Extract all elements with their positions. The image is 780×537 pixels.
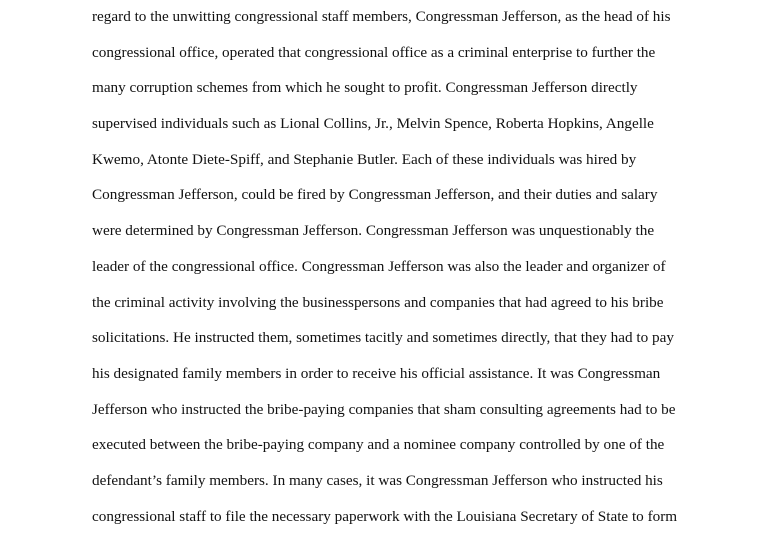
text-line: leader of the congressional office. Congressman Jefferson was also the leader and organizer of: [92, 257, 666, 275]
text-line: supervised individuals such as Lional Collins, Jr., Melvin Spence, Roberta Hopkins, Angelle: [92, 115, 654, 133]
text-line: congressional staff to file the necessary paperwork with the Louisiana Secretary of State to form: [92, 507, 678, 525]
text-line: congressional office, operated that congressional office as a criminal enterprise to further the: [92, 43, 656, 61]
text-line: Congressman Jefferson, could be fired by Congressman Jefferson, and their duties and salary: [92, 186, 658, 204]
text-line: solicitations. He instructed them, sometimes tacitly and sometimes directly, that they had to pay: [92, 329, 674, 347]
text-line: regard to the unwitting congressional staff members, Congressman Jefferson, as the head of his: [92, 8, 671, 25]
text-line: Kwemo, Atonte Diete-Spiff, and Stephanie Butler. Each of these individuals was hired by: [92, 150, 637, 168]
text-line: were determined by Congressman Jefferson. Congressman Jefferson was unquestionably the: [92, 222, 655, 240]
text-line: defendant’s family members. In many cases, it was Congressman Jefferson who instructed his: [92, 471, 663, 489]
text-line: his designated family members in order to receive his official assistance. It was Congressman: [92, 364, 661, 382]
body-text: [92, 2, 712, 537]
text-line: Jefferson who instructed the bribe-paying companies that sham consulting agreements had to be: [92, 400, 676, 418]
text-line: the criminal activity involving the businesspersons and companies that had agreed to his bribe: [92, 293, 664, 311]
text-line: executed between the bribe-paying company and a nominee company controlled by one of the: [92, 436, 665, 454]
text-line: many corruption schemes from which he sought to profit. Congressman Jefferson directly: [92, 79, 638, 97]
